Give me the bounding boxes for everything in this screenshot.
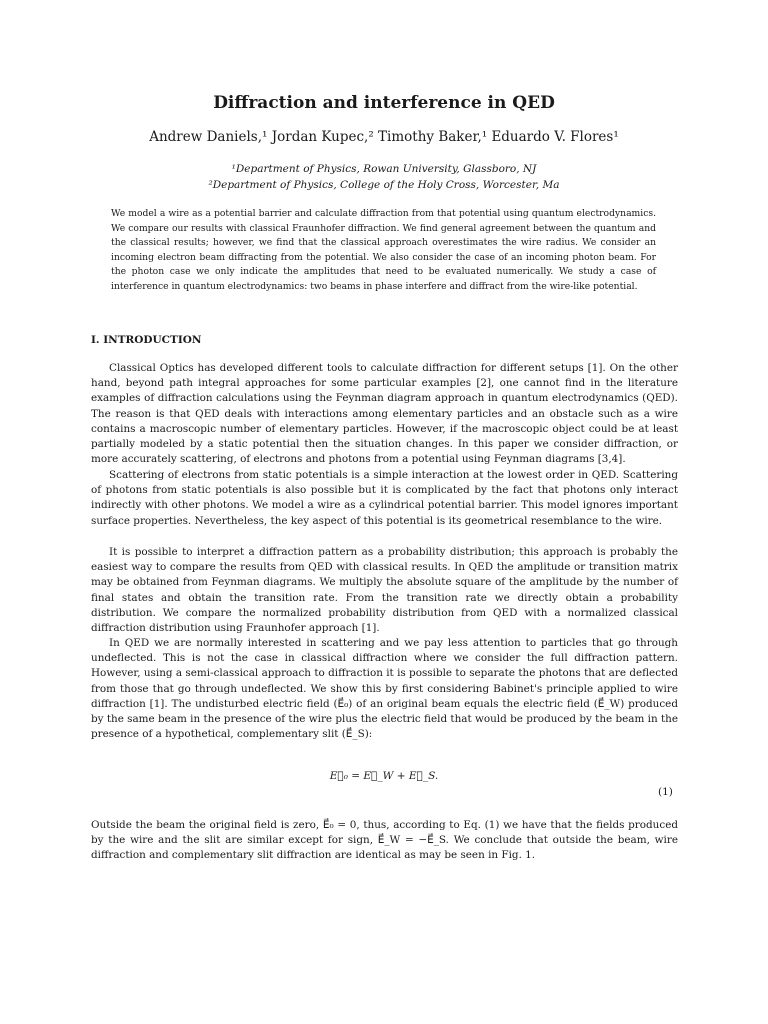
paragraph-4	[91, 636, 678, 742]
affiliation-2: ²Department of Physics, College of the Holy Cross, Worcester, Ma	[208, 179, 560, 191]
paragraph-text: Scattering of electrons from static potentials is a simple interaction at the lowest order in QED. Scattering of photons from static potentials is also possible but it is complicated by the fact that photons only interact indirectly with other photons. We model a wire as a cylindrical potential barrier. This model ignores important surface properties. Nevertheless, the key aspect of this potential is its geometrical resemblance to the wire.	[91, 469, 678, 527]
paragraph-3	[91, 545, 678, 636]
paragraph-2	[91, 468, 678, 529]
equation-number: (1)	[658, 786, 673, 798]
paper-title: Diffraction and interference in QED	[213, 93, 555, 113]
affiliation-1: ¹Department of Physics, Rowan University, Glassboro, NJ	[231, 163, 537, 175]
equation: E⃗₀ = E⃗_W + E⃗_S.	[329, 770, 439, 782]
paragraph-text: In QED we are normally interested in scattering and we pay less attention to particles that go through undeflected. This is not the case in classical diffraction where we consider the full diffraction pattern. However, using a semi-classical approach to diffraction it is possible to separate the photons that are deflected from those that go through undeflected. We show this by first considering Babinet's principle applied to wire diffraction [1]. The undisturbed electric field (E⃗₀) of an original beam equals the electric field (E⃗_W) produced by the same beam in the presence of the wire plus the electric field that would be produced by the beam in the presence of a hypothetical, complementary slit (E⃗_S):	[91, 637, 678, 741]
section-heading: I. INTRODUCTION	[91, 334, 202, 346]
paragraph-5	[91, 818, 678, 864]
author-list: Andrew Daniels,¹ Jordan Kupec,² Timothy Baker,¹ Eduardo V. Flores¹	[149, 129, 619, 145]
abstract: We model a wire as a potential barrier and calculate diffraction from that potential using quantum electrodynamics. We compare our results with classical Fraunhofer diffraction. We find general agreement between the quantum and the classical results; however, we find that the classical approach overestimates the wire radius. We consider an incoming electron beam diffracting from the potential. We also consider the case of an incoming photon beam. For the photon case we only indicate the amplitudes that need to be evaluated numerically. We study a case of interference in quantum electrodynamics: two beams in phase interfere and diffract from the wire-like potential.	[111, 208, 656, 292]
paragraph-1	[91, 361, 678, 467]
paragraph-text: Outside the beam the original field is zero, E⃗₀ = 0, thus, according to Eq. (1) we have that the fields produced by the wire and the slit are similar except for sign, E⃗_W = −E⃗_S. We conclude that outside the beam, wire diffraction and complementary slit diffraction are identical as may be seen in Fig. 1.	[91, 819, 678, 862]
paragraph-text: It is possible to interpret a diffraction pattern as a probability distribution; this approach is probably the easiest way to compare the results from QED with classical results. In QED the amplitude or transition matrix may be obtained from Feynman diagrams. We multiply the absolute square of the amplitude by the number of final states and obtain the transition rate. From the transition rate we directly obtain a probability distribution. We compare the normalized probability distribution from QED with a normalized classical diffraction distribution using Fraunhofer approach [1].	[91, 546, 678, 635]
paragraph-text: Classical Optics has developed different tools to calculate diffraction for different setups [1]. On the other hand, beyond path integral approaches for some particular examples [2], one cannot find in the literature examples of diffraction calculations using the Feynman diagram approach in quantum electrodynamics (QED). The reason is that QED deals with interactions among elementary particles and an obstacle such as a wire contains a macroscopic number of elementary particles. However, if the macroscopic object could be at least partially modeled by a static potential then the situation changes. In this paper we consider diffraction, or more accurately scattering, of electrons and photons from a potential using Feynman diagrams [3,4].	[91, 362, 678, 466]
